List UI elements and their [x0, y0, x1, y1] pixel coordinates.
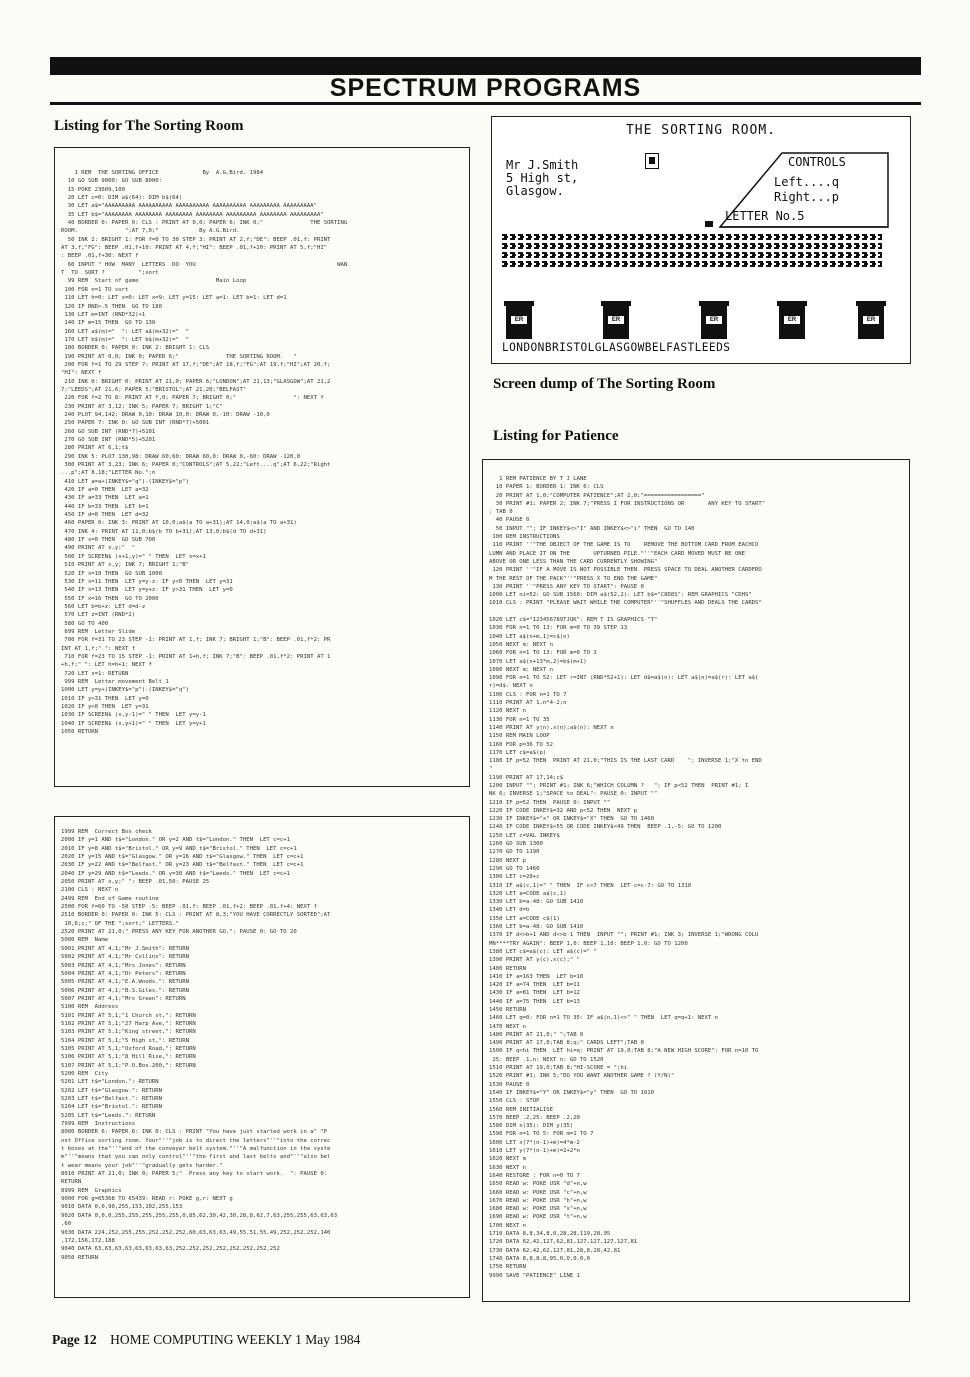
- conveyor-belt-3: [502, 252, 882, 258]
- listing-box-patience: [482, 459, 910, 1302]
- page-number: Page 12: [52, 1332, 97, 1347]
- controls-title: CONTROLS: [788, 155, 846, 169]
- letter-icon: [705, 221, 713, 227]
- postbox-icon: [603, 305, 629, 339]
- postbox-tag: ER: [784, 316, 800, 324]
- postbox-icon: [506, 305, 532, 339]
- heading-sorting-listing: Listing for The Sorting Room: [54, 118, 244, 134]
- postbox-tag: ER: [608, 316, 624, 324]
- postbox-tag: ER: [706, 316, 722, 324]
- postbox-tag: ER: [511, 316, 527, 324]
- heading-screen-dump: Screen dump of The Sorting Room: [493, 376, 716, 392]
- screen-dump: [491, 116, 911, 364]
- listing-box-sorting-2: [54, 816, 470, 1298]
- postbox-icon: [701, 305, 727, 339]
- listing-patience: 1 REM PATIENCE BY T J LANE 10 PAPER 1: BORDER 1: INK 6: CLS 20 PRINT AT 1,0;"COMPUTER PATIENCE";AT 2,0;"=================" 30 PRINT #1; PAPER 2; INK 7;"PRESS I FOR INSTRUCTIONS OR ANY KEY TO START" : TAB 0 40 PAUSE 0 50 INPUT ""; IF INKEY$<>"I" AND INKEY$<>"i" THEN GO TO 140 100 REM INSTRUCTIONS 110 PRINT ''"THE OBJECT OF THE GAME IS TO REMOVE THE BOTTOM CARD FROM EACHCO LUMN AND PLACE IT ON THE UPTURNED PILE."''"EACH CARD MOVED MUST BE ONE ABOVE OR ONE LESS THAN THE CARD CURRENTLY SHOWING" 120 PRINT ''"IF A MOVE IS NOT POSSIBLE THEN PRESS SPACE TO DEAL ANOTHER CARDFRO M THE REST OF THE PACK"''"PRESS X TO END THE GAME" 130 PRINT ''"PRESS ANY KEY TO START": PAUSE 0 1000 LET ni=52: GO SUB 1560: DIM a$(52,2): LET b$="C8D8S": REM GRAPHICS "CDHS" 1010 CLS : PRINT "PLEASE WAIT WHILE THE COMPUTER"''"SHUFFLES AND DEALS THE CARDS" 1020 LET c$="123456789TJQK": REM T IS GRAPHICS "T" 1030 FOR n=1 TO 13: FOR m=0 TO 39 STEP 13 1040 LET a$(n+m,1)=c$(n) 1050 NEXT m: NEXT n 1060 FOR n=1 TO 13: FOR m=0 TO 3 1070 LET a$(n+13*m,2)=b$(m+1) 1080 NEXT m: NEXT n 1090 FOR n=1 TO 52: LET r=INT (RND*52+1): LET d$=a$(n): LET a$(n)=a$(r): LET a$( r)=d$: NEXT n 1100 CLS : FOR n=1 TO 7 1110 PRINT AT 1,n*4-2;n 1120 NEXT n 1130 FOR n=1 TO 35 1140 PRINT AT y(n),x(n);a$(n): NEXT n 1150 REM MAIN LOOP 1160 FOR p=36 TO 52 1170 LET c$=a$(p) 1180 IF p=52 THEN PRINT AT 21,0;"THIS IS THE LAST CARD "; INVERSE 1;"X to END " 1190 PRINT AT 17,14;c$ 1200 INPUT ""; PRINT #1; INK 6;"WHICH COLUMN ? "; IF p<52 THEN PRINT #1; I NK 6; INVERSE 1;"SPACE to DEAL": PAUSE 0: INPUT "" 1210 IF p=52 THEN PAUSE 0: INPUT "" 1220 IF CODE INKEY$=32 AND p<52 THEN NEXT p 1230 IF INKEY$="x" OR INKEY$="X" THEN GO TO 1460 1240 IF CODE INKEY$>55 OR CODE INKEY$<49 THEN BEEP .1,-5: GO TO 1200 1250 LET c=VAL INKEY$ 1260 GO SUB 1300 1270 GO TO 1190 1280 NEXT p 1290 GO TO 1460 1300 LET c=20+c 1310 IF a$(c,1)=" " THEN IF c<7 THEN LET c=c-7: GO TO 1310 1320 LET a=CODE a$(c,1) 1330 LET b=a-48: GO SUB 1410 1340 LET d=b 1350 LET a=CODE c$(1) 1360 LET b=a-48: GO SUB 1410 1370 IF d<>b+1 AND d<>b-1 THEN INPUT ""; PRINT #1; INK 3; INVERSE 1;"WRONG COLU MN****TRY AGAIN": BEEP 1,0: BEEP 1,10: BEEP 1,0: GO TO 1200 1380 LET c$=a$(c): LET a$(c)=" " 1390 PRINT AT y(c),x(c);" " 1400 RETURN 1410 IF a=163 THEN LET b=10 1420 IF a=74 THEN LET b=11 1430 IF a=81 THEN LET b=12 1440 IF a=75 THEN LET b=13 1450 RETURN 1460 LET q=0: FOR n=1 TO 35: IF a$(n,1)<>" " THEN LET q=q+1: NEXT n 1470 NEXT n 1480 PRINT AT 21,0;" ";TAB 0 1490 PRINT AT 17,0;TAB 8;q;" CARDS LEFT";TAB 0 1500 IF q<hi THEN LET hi=q: PRINT AT 19,0;TAB 8;"A NEW HIGH SCORE": FOR n=10 TO 25: BEEP .1,n: NEXT n: GO TO 1520 1510 PRINT AT 19,0;TAB 8;"HI-SCORE = ";hi 1520 PRINT #1; INK 5;"DO YOU WANT ANOTHER GAME ? (Y/N)" 1530 PAUSE 0 1540 IF INKEY$="Y" OR INKEY$="y" THEN GO TO 1010 1550 CLS : STOP 1560 REM INITIALISE 1570 BEEP .2,25: BEEP .2,20 1580 DIM x(35): DIM y(35) 1590 FOR n=1 TO 5: FOR m=1 TO 7 1600 LET x(7*(n-1)+m)=4*m-2 1610 LET y(7*(n-1)+m)=2+2*n 1620 NEXT m 1630 NEXT n 1640 RESTORE : FOR n=0 TO 7 1650 READ w: POKE USR "d"+n,w 1660 READ w: POKE USR "c"+n,w 1670 READ w: POKE USR "h"+n,w 1680 READ w: POKE USR "s"+n,w 1690 READ w: POKE USR "t"+n,w 1700 NEXT n 1710 DATA 8,8,34,8,0,28,28,119,28,95 1720 DATA 62,42,127,62,81,127,127,127,127,81 1730 DATA 62,42,62,127,81,28,8,28,42,81 1740 DATA 8,8,8,8,95,0,0,0,0,0 1750 RETURN 9990 SAVE "PATIENCE" LINE 1: [489, 476, 766, 1279]
- letter-number: LETTER No.5: [725, 209, 805, 223]
- page-footer: [52, 1332, 360, 1348]
- listing-box-sorting-1: [54, 147, 470, 787]
- postbox-icon: [779, 305, 805, 339]
- listing-sorting-part2: 1999 REM Correct Box check 2000 IF y=1 AND t$="London." OR y=2 AND t$="London." THEN LET c=c+1 2010 IF y=8 AND t$="Bristol." OR y=9 AND t$="Bristol." THEN LET c=c+1 2020 IF y=15 AND t$="Glasgow." OR y=16 AND t$="Glasgow." THEN LET c=c+1 2030 IF y=22 AND t$="Belfast." OR y=23 AND t$="Belfast." THEN LET c=c+1 2040 IF y=29 AND t$="Leeds." OR y=30 AND t$="Leeds." THEN LET c=c+1 2050 PRINT AT x,y;" ": BEEP .01,50: PAUSE 25 2100 CLS : NEXT n 2499 REM End of Game routine 2500 FOR f=60 TO -50 STEP -5: BEEP .01,f: BEEP .01,f+2: BEEP .01,f+4: NEXT f 2510 BORDER 0: PAPER 0: INK 5: CLS : PRINT AT 8,3;"YOU HAVE CORRECTLY SORTED";AT 10,6;c;" OF THE ";sort;" LETTERS." 2520 PRINT AT 21,0;" PRESS ANY KEY FOR ANOTHER GO.": PAUSE 0: GO TO 20 5000 REM Name 5001 PRINT AT 4,1;"Mr J.Smith": RETURN 5002 PRINT AT 4,1;"Mr Collins": RETURN 5003 PRINT AT 4,1;"Mrs Jones": RETURN 5004 PRINT AT 4,1;"Dr Peters": RETURN 5005 PRINT AT 4,1;"E.A.Woods.": RETURN 5006 PRINT AT 4,1;"B.S.Giles.": RETURN 5007 PRINT AT 4,1;"Mrs Green": RETURN 5100 REM Address 5101 PRINT AT 5,1;"1 Church st,": RETURN 5102 PRINT AT 5,1;"27 Harp Ave,": RETURN 5103 PRINT AT 5,1;"King street,": RETURN 5104 PRINT AT 5,1;"5 High st,": RETURN 5105 PRINT AT 5,1;"Oxford Road,": RETURN 5106 PRINT AT 5,1;"8 Hill Rise,": RETURN 5107 PRINT AT 5,1;"P.O.Box.200,": RETURN 5200 REM City 5201 LET t$="London.": RETURN 5202 LET t$="Glasgow.": RETURN 5203 LET t$="Belfast.": RETURN 5204 LET t$="Bristol.": RETURN 5205 LET t$="Leeds.": RETURN 7999 REM Instructions 8000 BORDER 6: PAPER 6: INK 0: CLS : PRINT "You have just started work in a" "P ost Office sorting room. Your"''"job is to direct the letters"''"into the correc t boxes at the"''"end of the conveyer belt system."''"A malfunction in the syste m"''"means that you can only control"''"the first and last belts and"''"also bel t wear means your job"''"gradually gets harder." 8010 PRINT AT 21,0; INK 0; PAPER 5;" Press any key to start work. ": PAUSE 0: RETURN 8999 REM Graphics 9000 FOR g=65368 TO 65439: READ r: POKE g,r: NEXT g 9010 DATA 0,0,90,255,153,102,255,153 9020 DATA 0,0,0,255,255,255,255,255,0,85,62,30,42,30,28,8,62,7,63,255,255,63,63,63 ,60 9030 DATA 224,252,255,255,252,252,252,60,63,63,63,49,55,51,55,49,252,252,252,140 ,172,156,172,188 9040 DATA 63,63,63,63,63,63,63,63,252,252,252,252,252,252,252,252 9050 RETURN: [61, 829, 338, 1261]
- heading-patience-listing: Listing for Patience: [493, 428, 619, 444]
- postbox-icon: [858, 305, 884, 339]
- header-rule: [50, 102, 921, 105]
- header-bar: [50, 57, 921, 75]
- control-left: Left....q: [774, 175, 840, 189]
- screen-dump-title: THE SORTING ROOM.: [625, 123, 777, 138]
- conveyor-belt-2: [502, 243, 882, 249]
- publication-line: HOME COMPUTING WEEKLY 1 May 1984: [110, 1332, 361, 1347]
- conveyor-belt-1: [502, 234, 882, 240]
- section-title: SPECTRUM PROGRAMS: [329, 74, 642, 102]
- postbox-tag: ER: [863, 316, 879, 324]
- listing-sorting-part1: 1 REM THE SORTING OFFICE By A.G.Bird. 1984 10 GO SUB 9000: GO SUB 8000: 15 POKE 23609,100 20 LET c=0: DIM a$(64): DIM b$(64) 30 LET a$="AAAAAAAAA AAAAAAAAAA AAAAAAAAAA AAAAAAAAAA AAAAAAAAA AAAAAAAAA" 35 LET b$="AAAAAAAA AAAAAAAA AAAAAAAA AAAAAAAA AAAAAAAAA AAAAAAAA AAAAAAAAA" 40 BORDER 0: PAPER 0: CLS : PRINT AT 0,0; PAPER 6; INK 0;" THE SORTING ROOM. ";AT 7,0;" By A.G.Bird. 50 INK 2: BRIGHT 1: FOR f=0 TO 30 STEP 3: PRINT AT 2,f;"DE": BEEP .01,f: PRINT AT 3,f;"FG": BEEP .01,f+10: PRINT AT 4,f;"HI": BEEP .01,f+20: PRINT AT 5,f;"HI" : BEEP .01,f+30: NEXT f 60 INPUT " HOW MANY LETTERS DO YOU WAN T TO SORT ? ";sort 99 REM Start of game Main Loop 100 FOR n=1 TO sort 110 LET h=0: LET s=0: LET x=9: LET y=15: LET a=1: LET b=1: LET d=1 120 IF RND>.5 THEN GO TO 180 130 LET m=INT (RND*32)+1 140 IF m=15 THEN GO TO 130 160 LET a$(m)=" ": LET a$(m+32)=" " 170 LET b$(m)=" ": LET b$(m+32)=" " 180 BORDER 0: PAPER 0: INK 2: BRIGHT 1: CLS 190 PRINT AT 0,0; INK 0; PAPER 6;" THE SORTING ROOM. " 200 FOR f=1 TO 29 STEP 7: PRINT AT 17,f;"DE";AT 18,f;"FG";AT 19,f;"HI";AT 20,f; "HI": NEXT f 210 INK 0: BRIGHT 0: PRINT AT 21,0; PAPER 6;"LONDON";AT 21,13;"GLASGOW";AT 21,2 7;"LEEDS";AT 21,6; PAPER 5;"BRISTOL";AT 21,20;"BELFAST" 220 FOR f=2 TO 8: PRINT AT f,0; PAPER 7; BRIGHT 0;" ": NEXT f 230 PRINT AT 3,12; INK 5; PAPER 7; BRIGHT 1;"C" 240 PLOT 94,142: DRAW 0,10: DRAW 10,0: DRAW 0,-10: DRAW -10,0 250 PAPER 7: INK 0: GO SUB INT (RND*7)+5001 260 GO SUB INT (RND*7)+5101 270 GO SUB INT (RND*5)+5201 280 PRINT AT 6,1;t$ 290 INK 5: PLOT 130,98: DRAW 60,60: DRAW 60,0: DRAW 0,-60: DRAW -120,0 300 PRINT AT 3,23; INK 6; PAPER 0;"CONTROLS";AT 5,22;"Left....q";AT 6,22;"Right ...p";AT 8,18;"LETTER No.";n 410 LET a=a+(INKEY$="q")-(INKEY$="p") 420 IF a=0 THEN LET a=32 430 IF a=33 THEN LET a=1 440 IF b=33 THEN LET b=1 450 IF d=0 THEN LET d=32 460 PAPER 0: INK 3: PRINT AT 10,0;a$(a TO a+31);AT 14,0;a$(a TO a+31) 470 INK 4: PRINT AT 11,0;b$(b TO b+31);AT 13,0;b$(d TO d+31) 480 IF s=0 THEN GO SUB 700 490 PRINT AT x,y;" " 500 IF SCREEN$ (x+1,y)=" " THEN LET x=x+1 510 PRINT AT x,y; INK 7; BRIGHT 1;"B" 520 IF x=10 THEN GO SUB 1000 530 IF x=11 THEN LET y=y-z: IF y<0 THEN LET y=31 540 IF x=13 THEN LET y=y+z: IF y>31 THEN LET y=0 550 IF x=16 THEN GO TO 2000 560 LET b=b+z: LET d=d-z 570 LET z=INT (RND*2) 580 GO TO 400 699 REM Letter Slide 700 FOR f=31 TO 23 STEP -1: PRINT AT 1,f; INK 7; BRIGHT 1;"B": BEEP .01,f*2: PR INT AT 1,f;" ": NEXT f 710 FOR f=23 TO 15 STEP -1: PRINT AT 1+h,f; INK 7;"B": BEEP .01,f*2: PRINT AT 1 +h,f;" ": LET h=h+1: NEXT f 720 LET s=1: RETURN 999 REM Letter movement Belt 1 1000 LET y=y+(INKEY$="p")-(INKEY$="q") 1010 IF y>31 THEN LET y=0 1020 IF y<0 THEN LET y=31 1030 IF SCREEN$ (x,y-1)=" " THEN LET y=y-1 1040 IF SCREEN$ (x,y+1)=" " THEN LET y=y+1 1050 RETURN: [61, 170, 348, 736]
- control-right: Right...p: [774, 190, 840, 204]
- town-labels: LONDONBRISTOLGLASGOWBELFASTLEEDS: [502, 341, 731, 354]
- screen-dump-address: Mr J.Smith 5 High st, Glasgow.: [506, 158, 579, 198]
- conveyor-belt-4: [502, 261, 882, 267]
